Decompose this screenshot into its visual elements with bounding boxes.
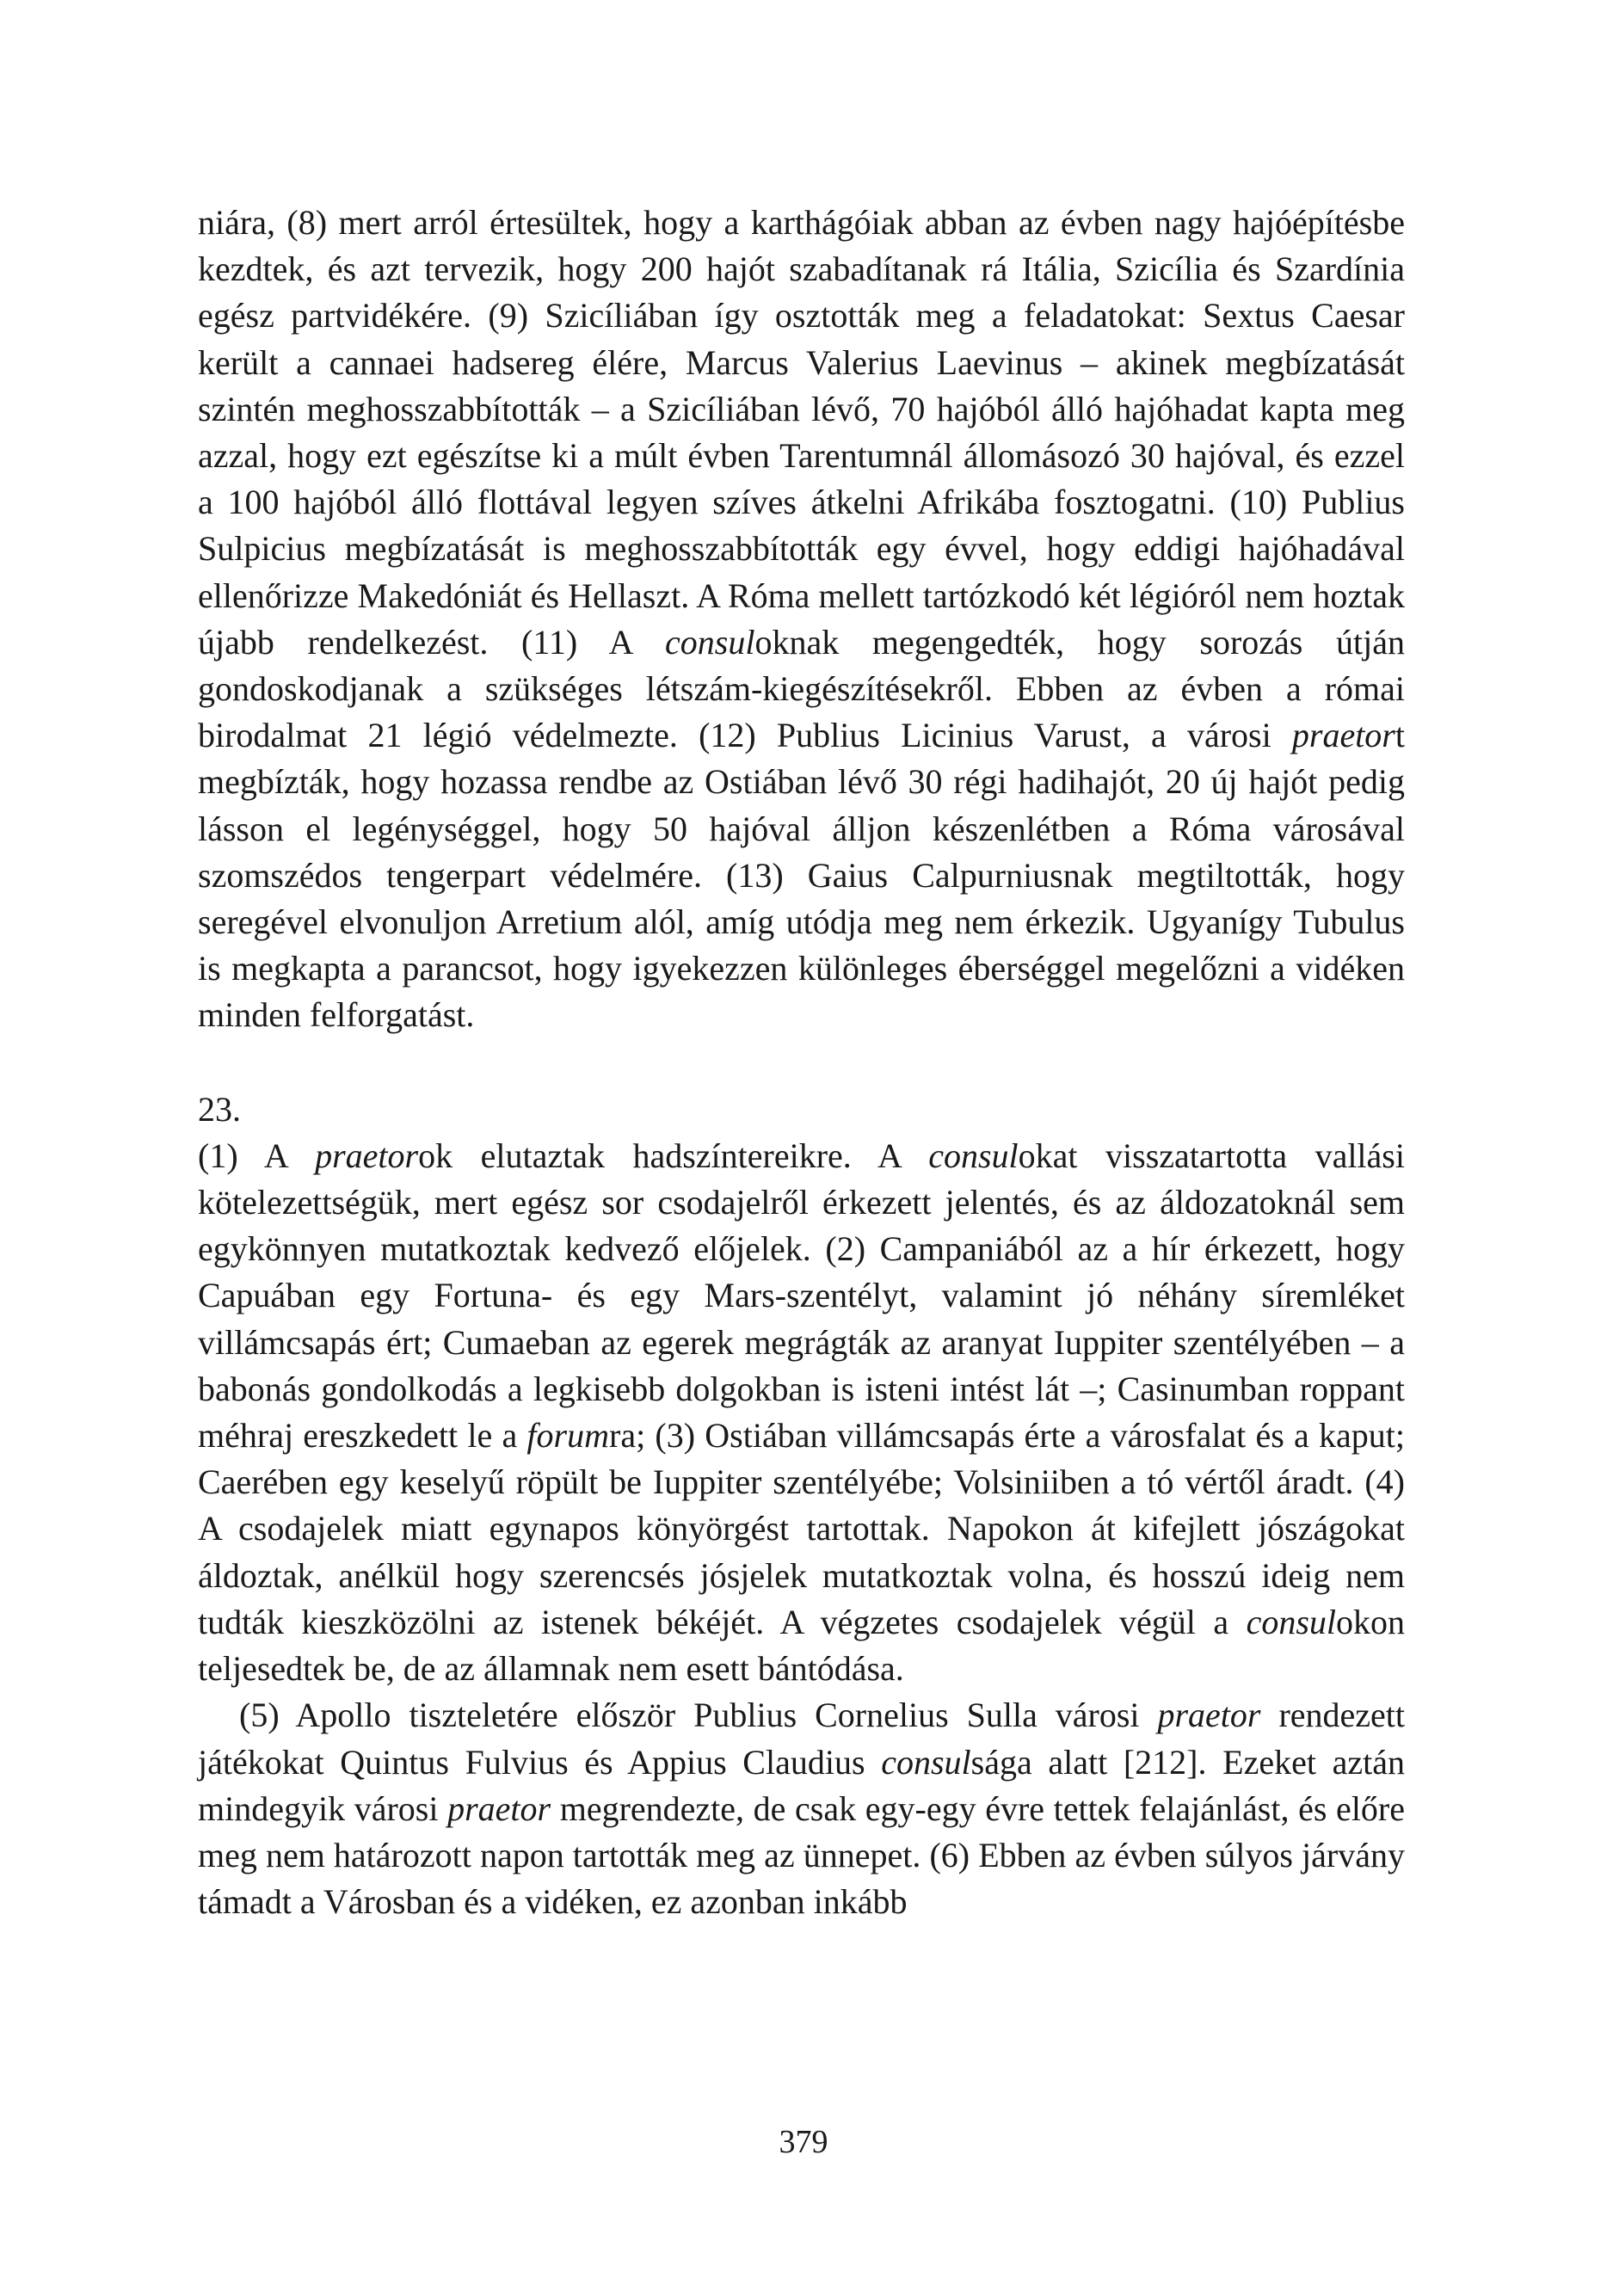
italic-term: consul — [928, 1136, 1019, 1175]
text-run: (1) A — [198, 1136, 316, 1175]
text-run: rendezett játékokat Quintus Fulvius és Appius Claudius — [198, 1696, 1406, 1782]
text-run: ra; (3) Ostiában villámcsapás érte a városfalat és a kaput; Caerében egy keselyű röpült be Iuppiter szentélyébe; Volsiniiben a tó vértől áradt. (4) A csodajelek miatt egynapos könyörgést tartottak. Napokon át kifejlett jószágokat áldoztak, anélkül hogy szerencsés jósjelek mutatkoztak volna, és hosszú ideig nem tudták kieszközölni az istenek békéjét. A végzetes csodajelek végül a — [198, 1416, 1405, 1641]
italic-term: praetor — [315, 1136, 419, 1175]
paragraph — [198, 200, 1405, 1039]
page-number: 379 — [779, 2124, 828, 2160]
italic-term: consul — [665, 622, 755, 662]
text-run: sága alatt [212]. Ezeket aztán mindegyik városi — [198, 1742, 1406, 1828]
text-run: oknak megengedték, hogy sorozás útján gondoskodjanak a szükséges létszám-kiegészítésekről. Ebben az évben a római birodalmat 21 légió védelmezte. (12) Publius Licinius Varust, a városi — [198, 622, 1405, 755]
text-run: ok elutaztak hadszíntereikre. A — [418, 1136, 929, 1175]
continued-text — [198, 200, 1405, 1039]
text-run: megrendezte, de csak egy-egy évre tettek felajánlást, és előre meg nem határozott napon tartották meg az ünnepet. (6) Ebben az évben súlyos járvány támadt a Városban és a vidéken, ez azonban inkább — [198, 1788, 1405, 1922]
italic-term: praetor — [1291, 716, 1395, 755]
text-run: okat visszatartotta vallási kötelezettségük, mert egész sor csodajelről érkezett jelentés, és az áldozatoknál sem egykönnyen mutatkoztak kedvező előjelek. (2) Campaniából az a hír érkezett, hogy Capuában egy Fortuna- és egy Mars-szentélyt, valamint jó néhány síremléket villámcsapás ért; Cumaeban az egerek megrágták az aranyat Iuppiter szentélyében – a babonás gondolkodás a legkisebb dolgokban is isteni intést lát –; Casinumban roppant méhraj ereszkedett le a — [198, 1136, 1405, 1456]
page-body — [198, 200, 1405, 1925]
italic-term: consul — [1246, 1602, 1336, 1641]
text-run: t megbízták, hogy hozassa rendbe az Ostiában lévő 30 régi hadihajót, 20 új hajót pedig lásson el legénységgel, hogy 50 hajóval álljon készenlétben a Róma városával szomszédos tengerpart védelmére. (13) Gaius Calpurniusnak megtiltották, hogy seregével elvonuljon Arretium alól, amíg utódja meg nem érkezik. Ugyanígy Tubulus is megkapta a parancsot, hogy igyekezzen különleges éberséggel megelőzni a vidéken minden felforgatást. — [198, 716, 1405, 1035]
section-number: 23. — [198, 1089, 241, 1129]
italic-term: consul — [881, 1742, 971, 1782]
text-run: niára, (8) mert arról értesültek, hogy a karthágóiak abban az évben nagy hajóépítésbe kezdtek, és azt tervezik, hogy 200 hajót szabadítanak rá Itália, Szicília és Szardínia egész partvidékére. (9) Szicíliában így osztották meg a feladatokat: Sextus Caesar került a cannaei hadsereg élére, Marcus Valerius Laevinus – akinek megbízatását szintén meghosszabbították – a Szicíliában lévő, 70 hajóból álló hajóhadat kapta meg azzal, hogy ezt egészítse ki a múlt évben Tarentumnál állomásozó 30 hajóval, és ezzel a 100 hajóból álló flottával legyen szíves átkelni Afrikába fosztogatni. (10) Publius Sulpicius megbízatását is meghosszabbították egy évvel, hogy eddigi hajóhadával ellenőrizze Makedóniát és Hellaszt. A Róma mellett tartózkodó két légióról nem hoztak újabb rendelkezést. (11) A — [198, 203, 1405, 662]
italic-term: praetor — [447, 1788, 551, 1828]
text-run: okon teljesedtek be, de az államnak nem esett bántódása. — [198, 1602, 1405, 1689]
paragraph — [198, 1133, 1405, 1692]
italic-term: praetor — [1157, 1696, 1261, 1735]
paragraph — [198, 1692, 1405, 1925]
section-text — [198, 1133, 1405, 1925]
text-run: (5) Apollo tiszteletére először Publius Cornelius Sulla városi — [239, 1696, 1158, 1735]
italic-term: forum — [526, 1416, 609, 1456]
